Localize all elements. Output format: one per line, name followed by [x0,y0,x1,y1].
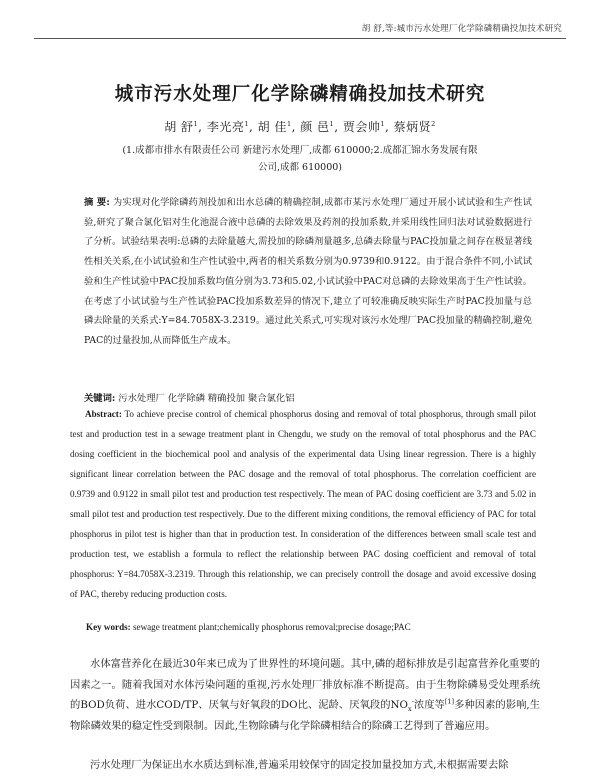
abstract-en-label: Abstract: [85,409,122,419]
keywords-cn-label: 关键词: [84,393,116,404]
author-list: 胡 舒$^1$, 李光亮$^1$, 胡 佳$^1$, 颜 邑$^1$, 贾会帅$^1$, 蔡炳贤$^2$ [164,120,436,134]
body-p1-part-c: 多种因素的影响,生物除磷效果的稳定性受到限制。因此,生物除磷与化学除磷相结合的除磷工艺得到了普遍应用。 [70,699,541,732]
body-p1-sub: x [408,705,412,714]
body-p1-sup: - [411,697,414,706]
citation-ref: [1] [444,697,455,706]
author: 蔡炳贤 [393,120,432,134]
author-sup: 2 [431,120,436,128]
affiliation-line-2: 公司,成都 610000) [257,162,342,173]
author: 胡 舒 [164,120,194,134]
abstract-english [70,404,536,604]
keywords-en-text: sewage treatment plant;chemically phosphorus removal;precise dosage;PAC [133,622,411,632]
running-head: 胡 舒,等:城市污水处理厂化学除磷精确投加技术研究 [361,24,562,34]
author-sup: 1 [193,120,199,128]
header-rule [34,38,566,39]
body-paragraph-1 [70,654,540,736]
paper-title: 城市污水处理厂化学除磷精确投加技术研究 [114,84,486,105]
author: 贾会帅 [342,120,381,134]
body-p1-part-b: 浓度等 [413,699,445,711]
abstract-cn-label: 摘 要: [84,197,110,208]
abstract-en-text: To achieve precise control of chemical phosphorus dosing and removal of total phosphorus, through small pilot test and production test in a sewage treatment plant in Chengdu, we study on the removal of total phosphorus and the PAC dosing coefficient in the biochemical pool and analysis of the experimental data Using linear regression. There is a highly significant linear correlation between the PAC dosage and the removal of total phosphorus. The correlation coefficient are 0.9739 and 0.9122 in small pilot test and production test respectively. The mean of PAC dosing coefficient are 3.73 and 5.02 in small pilot test and production test respectively. Due to the different mixing conditions, the removal efficiency of PAC for total phosphorus in pilot test is higher than that in production test. In consideration of the differences between small scale test and production test, we establish a formula to reflect the relationship between PAC dosing coefficient and removal of total phosphorus: Y=84.7058X-3.2319. Through this relationship, we can precisely controll the dosage and avoid excessive dosing of PAC, thereby reducing production costs. [70,409,536,599]
author-sup: 1 [286,120,292,128]
keywords-english [86,622,411,632]
keywords-chinese [84,390,295,404]
body-paragraph-2: 污水处理厂为保证出水水质达到标准,普遍采用较保守的固定投加量投加方式,未根据需要去除 [90,759,509,771]
keywords-cn-text: 污水处理厂 化学除磷 精确投加 聚合氯化铝 [118,393,295,404]
body-p1-part-a: 水体富营养化在最近30年来已成为了世界性的环境问题。其中,磷的超标排放是引起富营养化重要的因素之一。随着我国对水体污染问题的重视,污水处理厂排放标准不断提高。由于生物除磷易受处理系统的BOD负荷、进水COD/TP、厌氧与好氧段的DO比、泥龄、厌氧段的NO [70,658,540,711]
author: 颜 邑 [300,120,330,134]
author-sup: 1 [380,120,385,128]
affiliation-line-1: (1.成都市排水有限责任公司 新建污水处理厂,成都 610000;2.成都汇锦水务发展有限 [122,145,478,156]
author-sup: 1 [244,120,249,128]
author: 李光亮 [206,120,245,134]
keywords-en-label: Key words: [86,622,131,632]
author: 胡 佳 [257,120,287,134]
abstract-cn-text: 为实现对化学除磷药剂投加和出水总磷的精确控制,成都市某污水处理厂通过开展小试试验和生产性试验,研究了聚合氯化铝对生化池混合液中总磷的去除效果及药剂的投加系数,并采用线性回归法对试验数据进行了分析。试验结果表明:总磷的去除量越大,需投加的除磷剂量越多,总磷去除量与PAC投加量之间存在极显著线性相关关系,在小试试验和生产性试验中,两者的相关系数分别为0.9739和0.9122。由于混合条件不同,小试试验和生产性试验中PAC投加系数均值分别为3.73和5.02,小试试验中PAC对总磷的去除效果高于生产性试验。在考虑了小试试验与生产性试验PAC投加系数差异的情况下,建立了可较准确反映实际生产时PAC投加量与总磷去除量的关系式:Y=84.7058X-3.2319。通过此关系式,可实现对该污水处理厂PAC投加量的精确控制,避免PAC的过量投加,从而降低生产成本。 [84,197,532,346]
author-sup: 1 [329,120,335,128]
abstract-chinese [84,193,532,351]
